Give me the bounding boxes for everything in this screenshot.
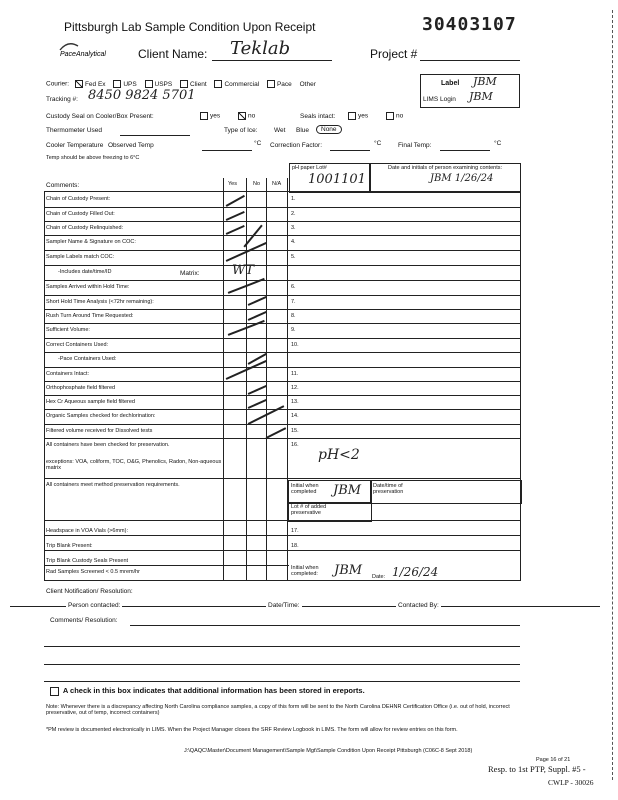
checklist-item-label: Hex Cr Aqueous sample field filtered	[46, 399, 135, 405]
checklist-item-number: 9.	[291, 327, 296, 333]
resolution-line	[44, 664, 520, 665]
comments-resolution-label: Comments/ Resolution:	[50, 617, 118, 624]
cooler-temp-label: Cooler Temperature	[46, 142, 104, 149]
grid-line	[44, 381, 521, 382]
preservation-time-box	[370, 480, 522, 504]
grid-line	[44, 580, 521, 581]
note-text: Note: Whenever there is a discrepancy affecting North Carolina compliance samples, a copy of this form will be sent to the North Carolina DEHNR Certification Office (i.e. out of hold, incorrect preservative, out of temp, incorrect containers)	[46, 704, 510, 716]
final-deg: °C	[494, 140, 502, 147]
checklist-item-number: 16.	[291, 442, 299, 448]
correction-deg: °C	[374, 140, 382, 147]
examiner-label: Date and initials of person examining contents:	[387, 165, 503, 171]
grid-line	[44, 367, 521, 368]
check-mark	[226, 211, 245, 220]
matrix-value: WT	[232, 263, 255, 278]
ice-wet[interactable]: Wet	[274, 127, 286, 134]
checklist-item-number: 2.	[291, 211, 296, 217]
trip-blank-label: Trip Blank Present:	[46, 543, 93, 549]
doc-number: 30403107	[422, 14, 517, 35]
pace-logo	[56, 40, 116, 63]
exceptions-text: exceptions: VOA, coliform, TOC, O&G, Phenolics, Radon, Non-aqueous matrix	[46, 459, 222, 471]
checklist-item-label: Chain of Custody Relinquished:	[46, 225, 124, 231]
checklist-item-number: 1.	[291, 196, 296, 202]
ups-label: UPS	[123, 80, 137, 88]
grid-line	[44, 352, 521, 353]
checklist-item-number: 5.	[291, 254, 296, 260]
ereports-checkbox[interactable]	[50, 687, 59, 696]
initial-completed-label: Initial when completed	[291, 483, 319, 495]
correction-line	[330, 150, 370, 151]
custody-yes-label: yes	[210, 112, 221, 120]
checklist-item-label: Filtered volume received for Dissolved tests	[46, 428, 153, 434]
seals-yes[interactable]	[348, 112, 368, 120]
commercial-checkbox[interactable]	[214, 80, 222, 88]
checklist-item-label: Samples Arrived within Hold Time:	[46, 284, 130, 290]
client-name-line	[212, 60, 332, 61]
checklist-item-number: 14.	[291, 413, 299, 419]
grid-line	[44, 338, 521, 339]
initial-completed-value: JBM	[333, 483, 362, 498]
grid-line	[44, 235, 521, 236]
contacted-by-label: Contacted By:	[398, 602, 439, 609]
seals-yes-checkbox[interactable]	[348, 112, 356, 120]
label-box	[420, 74, 520, 108]
checklist-item-number: 13.	[291, 399, 299, 405]
lims-label: LIMS Login	[423, 96, 456, 103]
courier-client[interactable]	[180, 81, 207, 88]
checklist-item-label: All containers have been checked for preservation.	[46, 442, 170, 448]
grid-line	[44, 565, 289, 566]
seals-no-checkbox[interactable]	[386, 112, 394, 120]
resolution-line	[44, 681, 520, 682]
courier-row	[46, 80, 316, 88]
grid-line	[44, 191, 521, 192]
label-value: JBM	[473, 75, 497, 88]
grid-line	[44, 438, 521, 439]
lot-preservative-box	[288, 502, 372, 522]
client-name-label: Client Name:	[138, 47, 208, 61]
observed-deg: °C	[254, 140, 262, 147]
courier-label: Courier:	[46, 80, 70, 88]
checklist-item-label: -Pace Containers Used:	[58, 356, 117, 362]
courier-commercial[interactable]	[214, 81, 259, 88]
col-no: No	[253, 181, 261, 187]
courier-usps[interactable]	[145, 81, 173, 88]
seals-no-label: no	[396, 112, 404, 120]
correction-label: Correction Factor:	[270, 142, 323, 149]
courier-ups[interactable]	[113, 81, 136, 88]
checklist-item-number: 12.	[291, 385, 299, 391]
path-text: J:\QAQC\Master\Document Management\Sample Mgt\Sample Condition Upon Receipt Pittsburgh (C06C-8 Sept 2018)	[184, 748, 473, 754]
checklist-item-number: 10.	[291, 342, 299, 348]
ice-none[interactable]: None	[316, 125, 342, 134]
ph-lot-label: pH paper Lot#	[292, 165, 327, 171]
trip-blank-seals-label: Trip Blank Custody Seals Present	[46, 558, 129, 564]
check-mark	[226, 195, 245, 206]
custody-seal-label: Custody Seal on Cooler/Box Present:	[46, 113, 154, 120]
grid-line	[44, 295, 521, 296]
trip-blank-num: 18.	[291, 543, 299, 549]
checklist-item-label: Organic Samples checked for dechlorination:	[46, 413, 156, 419]
fedex-checkbox[interactable]	[75, 80, 83, 88]
lot-preservative-label: Lot # of added preservative	[291, 504, 327, 516]
grid-line	[44, 309, 521, 310]
examiner-value: JBM 1/26/24	[430, 173, 494, 184]
checklist-item-label: Containers Intact:	[46, 371, 90, 377]
project-line	[420, 60, 520, 61]
thermometer-label: Thermometer Used	[46, 127, 102, 134]
seals-no[interactable]	[386, 112, 403, 120]
headspace-label: Headspace in VOA Vials (>6mm):	[46, 528, 128, 534]
custody-no-checkbox[interactable]	[238, 112, 246, 120]
label-label: Label	[441, 80, 460, 87]
checklist-item-number: 4.	[291, 239, 296, 245]
grid-line	[44, 395, 521, 396]
usps-checkbox[interactable]	[145, 80, 153, 88]
grid-line	[44, 424, 521, 425]
binder-edge	[612, 10, 614, 780]
courier-other[interactable]	[300, 81, 316, 88]
col-na: N/A	[272, 181, 282, 187]
ice-blue[interactable]: Blue	[296, 127, 310, 134]
ph-lot-value: 1001101	[308, 172, 366, 187]
check-mark	[266, 427, 287, 438]
checklist-item-label: Chain of Custody Present:	[46, 196, 111, 202]
pace-label: Pace	[276, 80, 292, 88]
pace-checkbox[interactable]	[267, 80, 275, 88]
all-containers-text: All containers meet method preservation requirements.	[46, 482, 180, 488]
commercial-label: Commercial	[224, 80, 260, 88]
final-temp-label: Final Temp:	[398, 142, 432, 149]
observed-temp-label: Observed Temp	[108, 142, 154, 149]
custody-yes[interactable]	[200, 112, 220, 120]
checklist-item-label: Chain of Custody Filled Out:	[46, 211, 115, 217]
ups-checkbox[interactable]	[113, 80, 121, 88]
grid-line	[44, 207, 521, 208]
seals-yes-label: yes	[358, 112, 369, 120]
examiner-box	[369, 163, 521, 193]
check-mark	[248, 385, 267, 394]
datetime-label: Date/Time:	[268, 602, 300, 609]
client-checkbox[interactable]	[180, 80, 188, 88]
resolution-line	[130, 625, 520, 626]
client-label: Client	[190, 80, 207, 88]
notification-title: Client Notification/ Resolution:	[46, 588, 133, 595]
checklist-item-label: Orthophosphate field filtered	[46, 385, 116, 391]
grid-line	[44, 265, 521, 266]
courier-fedex[interactable]	[75, 81, 106, 88]
ereports-text: A check in this box indicates that additional information has been stored in ereports.	[62, 686, 365, 695]
checklist-item-label: Rush Turn Around Time Requested:	[46, 313, 134, 319]
headspace-num: 17.	[291, 528, 299, 534]
rad-label: Rad Samples Screened < 0.5 mrem/hr	[46, 569, 141, 575]
ereports-check[interactable]	[50, 686, 365, 696]
grid-line	[44, 550, 521, 551]
custody-no-label: no	[248, 112, 256, 120]
seals-intact-label: Seals intact:	[300, 113, 336, 120]
rad-initial-value: JBM	[334, 563, 363, 578]
client-name-value: Teklab	[230, 38, 291, 59]
final-temp-line	[440, 150, 490, 151]
rad-initial-label: Initial when completed:	[291, 565, 319, 577]
ice-label: Type of Ice:	[224, 127, 258, 134]
fedex-label: Fed Ex	[84, 80, 106, 88]
checklist-item-label: Sufficient Volume:	[46, 327, 90, 333]
ph-note: pH<2	[318, 447, 360, 463]
checklist-item-number: 15.	[291, 428, 299, 434]
courier-pace[interactable]	[267, 81, 292, 88]
grid-line	[44, 478, 521, 479]
project-label: Project #	[370, 47, 418, 61]
checklist-item-number: 8.	[291, 313, 296, 319]
grid-line	[44, 191, 45, 580]
logo-text: PaceAnalytical	[60, 51, 106, 58]
custody-yes-checkbox[interactable]	[200, 112, 208, 120]
grid-line	[44, 535, 521, 536]
checklist-item-number: 7.	[291, 299, 296, 305]
check-mark	[248, 399, 267, 408]
form-title: Pittsburgh Lab Sample Condition Upon Receipt	[64, 20, 316, 34]
initial-completed-box	[288, 480, 372, 504]
custody-no[interactable]	[238, 112, 255, 120]
temp-note: Temp should be above freezing to 6°C	[46, 155, 140, 161]
page-ref: Page 16 of 21	[536, 757, 571, 763]
comments-label: Comments:	[46, 182, 80, 189]
ph-lot-box	[289, 163, 371, 193]
checklist-item-label: -Includes date/time/ID	[58, 269, 112, 275]
col-yes: Yes	[228, 181, 237, 187]
checklist-item-label: Correct Containers Used:	[46, 342, 109, 348]
grid-line	[44, 250, 521, 251]
resp-ref: Resp. to 1st PTP, Suppl. #5 -	[488, 764, 586, 774]
resolution-line	[44, 646, 520, 647]
matrix-label: Matrix:	[180, 270, 200, 277]
grid-line	[44, 221, 521, 222]
lims-value: JBM	[469, 90, 493, 103]
tracking-label: Tracking #:	[46, 96, 78, 103]
grid-line	[44, 520, 521, 521]
pace-logo-icon	[56, 40, 116, 58]
check-mark	[226, 225, 245, 234]
observed-temp-line	[202, 150, 252, 151]
checklist-item-number: 6.	[291, 284, 296, 290]
grid-line	[44, 323, 521, 324]
rad-date-label: Date:	[372, 574, 386, 580]
checklist-item-label: Sample Labels match COC:	[46, 254, 115, 260]
check-mark	[248, 296, 267, 305]
tracking-value: 8450 9824 5701	[88, 88, 196, 103]
checklist-item-number: 3.	[291, 225, 296, 231]
rad-date-value: 1/26/24	[392, 565, 439, 579]
usps-label: USPS	[154, 80, 173, 88]
pm-note: *PM review is documented electronically in LIMS. When the Project Manager closes the SRF Review Logbook in LIMS. The form will allow for review entries on this form.	[46, 727, 458, 733]
thermometer-line	[120, 135, 190, 136]
preservation-time-label: Date/time of preservation	[373, 483, 404, 495]
bates-number: CWLP - 30026	[548, 778, 594, 787]
checklist-item-label: Short Hold Time Analysis (<72hr remaining):	[46, 299, 154, 305]
grid-line	[44, 280, 521, 281]
person-contacted-label: Person contacted:	[68, 602, 121, 609]
grid-line	[44, 409, 521, 410]
checklist-item-label: Sampler Name & Signature on COC:	[46, 239, 136, 245]
checklist-item-number: 11.	[291, 371, 299, 377]
other-label: Other	[299, 80, 316, 88]
